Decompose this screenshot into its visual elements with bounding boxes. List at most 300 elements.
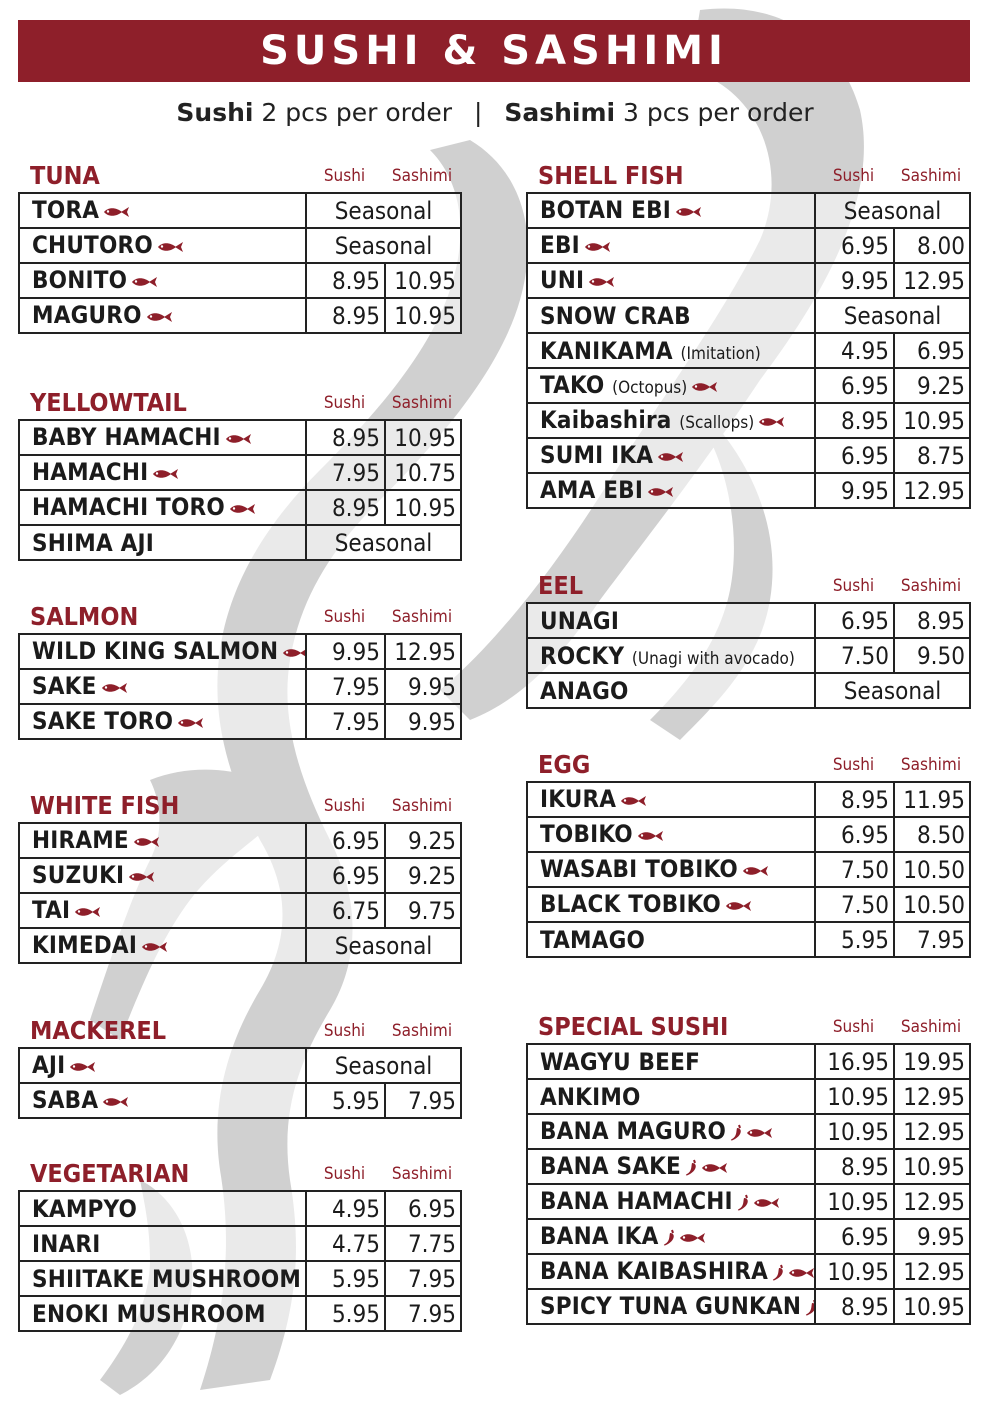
item-name-cell [527, 1184, 815, 1219]
table-row [527, 1079, 970, 1114]
menu-section-white-fish [18, 790, 462, 964]
sashimi-price: 10.75 [385, 455, 461, 490]
seasonal-price: Seasonal [306, 525, 461, 560]
price-table [18, 822, 462, 964]
price-table [18, 419, 462, 561]
sashimi-price: 6.95 [894, 333, 970, 368]
fish-icon [224, 433, 252, 445]
chili-icon [804, 1299, 815, 1317]
chili-icon [662, 1229, 678, 1247]
table-row [527, 1149, 970, 1184]
item-name-cell [527, 228, 815, 263]
item-name-cell [527, 1219, 815, 1254]
sashimi-column-label: Sashimi [900, 1017, 962, 1037]
fish-icon [583, 241, 611, 253]
item-icons [151, 459, 179, 487]
section-title: SALMON [30, 602, 139, 631]
item-name: BANA SAKE [540, 1152, 682, 1180]
table-row [527, 673, 970, 708]
price-table [18, 192, 462, 334]
sushi-price: 7.95 [306, 455, 385, 490]
table-row [19, 858, 461, 893]
item-name-cell [19, 455, 306, 490]
item-name-cell [19, 228, 306, 263]
item-name: BONITO [32, 266, 128, 294]
item-name-cell [19, 1261, 306, 1296]
item-icons [736, 1188, 780, 1216]
item-name-cell [527, 368, 815, 403]
sashimi-price: 10.95 [385, 490, 461, 525]
sashimi-column-label: Sashimi [391, 1164, 453, 1184]
item-icons [771, 1258, 815, 1286]
item-icons [224, 424, 252, 452]
item-icons [130, 267, 158, 295]
item-icons [757, 407, 785, 435]
fish-icon [724, 900, 752, 912]
item-icons [674, 197, 702, 225]
sashimi-price: 12.95 [894, 473, 970, 508]
item-icons [690, 372, 718, 400]
sashimi-column-label: Sashimi [900, 166, 962, 186]
sashimi-price: 12.95 [894, 1254, 970, 1289]
sushi-column-label: Sushi [832, 1017, 875, 1037]
sushi-price: 10.95 [815, 1254, 894, 1289]
fish-icon [690, 381, 718, 393]
item-name-cell [527, 852, 815, 887]
fish-icon [745, 1127, 773, 1139]
sushi-column-label: Sushi [323, 796, 366, 816]
fish-icon [678, 1232, 706, 1244]
sashimi-price: 9.95 [385, 669, 461, 704]
sushi-column-label: Sushi [323, 1164, 366, 1184]
table-row [19, 1261, 461, 1296]
item-icons [176, 708, 204, 736]
table-row [527, 852, 970, 887]
menu-section-yellowtail [18, 387, 462, 561]
item-name-cell [19, 1226, 306, 1261]
sushi-price: 7.95 [306, 704, 385, 739]
item-name: TAI [32, 896, 71, 924]
item-name: SUZUKI [32, 861, 125, 889]
sashimi-price: 19.95 [894, 1044, 970, 1079]
sushi-price: 8.95 [815, 403, 894, 438]
fish-icon [156, 241, 184, 253]
item-name: HAMACHI TORO [32, 493, 225, 521]
item-name-cell [527, 1254, 815, 1289]
sashimi-price: 11.95 [894, 782, 970, 817]
sashimi-price: 10.50 [894, 852, 970, 887]
menu-section-eel [526, 570, 971, 709]
item-name: KANIKAMA [540, 336, 673, 365]
seasonal-price: Seasonal [306, 928, 461, 963]
item-name: CHUTORO [32, 231, 153, 259]
item-name: HIRAME [32, 826, 129, 854]
item-note: (Unagi with avocado) [631, 648, 795, 669]
item-icons [101, 1087, 129, 1115]
fish-icon [130, 276, 158, 288]
item-name: SHIMA AJI [32, 528, 154, 557]
seasonal-price: Seasonal [815, 193, 970, 228]
item-icons [587, 267, 615, 295]
table-row [19, 525, 461, 560]
item-name-cell [527, 438, 815, 473]
table-row [527, 263, 970, 298]
fish-icon [752, 1197, 780, 1209]
sashimi-column-label: Sashimi [391, 796, 453, 816]
item-name: AMA EBI [540, 476, 644, 504]
item-note: (Imitation) [680, 343, 761, 364]
table-row [527, 817, 970, 852]
item-icons [656, 442, 684, 470]
sushi-column-label: Sushi [323, 607, 366, 627]
item-icons [741, 856, 769, 884]
sashimi-order-text: 3 pcs per order [623, 98, 814, 127]
item-name-cell [19, 858, 306, 893]
item-name-cell [527, 263, 815, 298]
price-table [526, 1043, 971, 1325]
fish-icon [102, 206, 130, 218]
fish-icon [281, 647, 306, 659]
item-name-cell [527, 673, 815, 708]
menu-section-shell-fish [526, 160, 971, 509]
sashimi-price: 7.95 [894, 922, 970, 957]
item-name-cell [19, 263, 306, 298]
fish-icon [140, 941, 168, 953]
section-title: EEL [538, 571, 584, 600]
item-name-cell [527, 333, 815, 368]
table-row [19, 669, 461, 704]
sushi-price: 6.95 [306, 823, 385, 858]
sashimi-price: 8.50 [894, 817, 970, 852]
sashimi-price: 9.25 [385, 858, 461, 893]
sushi-price: 6.95 [306, 858, 385, 893]
item-name-cell [527, 1079, 815, 1114]
sashimi-price: 10.50 [894, 887, 970, 922]
item-name-cell [527, 1114, 815, 1149]
table-row [527, 603, 970, 638]
price-table [526, 602, 971, 709]
section-title: SPECIAL SUSHI [538, 1012, 729, 1041]
item-name-cell [527, 1044, 815, 1079]
menu-section-salmon [18, 601, 462, 740]
table-row [19, 704, 461, 739]
sushi-price: 7.50 [815, 852, 894, 887]
sushi-price: 6.95 [815, 228, 894, 263]
table-row [19, 420, 461, 455]
table-row [527, 1184, 970, 1219]
sushi-price: 8.95 [306, 490, 385, 525]
table-row [527, 922, 970, 957]
item-icons [145, 302, 173, 330]
sashimi-price: 12.95 [894, 1114, 970, 1149]
fish-icon [228, 503, 256, 515]
sushi-price: 5.95 [306, 1296, 385, 1331]
item-name: SAKE TORO [32, 707, 174, 735]
fish-icon [700, 1162, 728, 1174]
fish-icon [73, 906, 101, 918]
sashimi-label: Sashimi [504, 98, 616, 127]
menu-section-tuna [18, 160, 462, 334]
sushi-price: 5.95 [815, 922, 894, 957]
section-title: EGG [538, 750, 591, 779]
sushi-column-label: Sushi [832, 755, 875, 775]
table-row [527, 1219, 970, 1254]
menu-section-special-sushi [526, 1011, 971, 1325]
item-name-cell [19, 525, 306, 560]
sashimi-column-label: Sashimi [391, 393, 453, 413]
price-table [18, 1047, 462, 1119]
seasonal-price: Seasonal [815, 298, 970, 333]
sashimi-price: 9.50 [894, 638, 970, 673]
item-name-cell [527, 1149, 815, 1184]
fish-icon [757, 416, 785, 428]
table-row [527, 193, 970, 228]
item-name: IKURA [540, 785, 617, 813]
item-name: BANA KAIBASHIRA [540, 1257, 769, 1285]
item-name: UNAGI [540, 606, 620, 635]
table-row [527, 403, 970, 438]
item-name-cell [19, 669, 306, 704]
fish-icon [151, 468, 179, 480]
sashimi-price: 12.95 [385, 634, 461, 669]
sushi-column-label: Sushi [323, 393, 366, 413]
sushi-column-label: Sushi [832, 166, 875, 186]
item-note: (Scallops) [679, 413, 755, 433]
sushi-price: 7.50 [815, 638, 894, 673]
sashimi-price: 12.95 [894, 1184, 970, 1219]
sushi-price: 6.95 [815, 817, 894, 852]
section-title: MACKEREL [30, 1016, 167, 1045]
seasonal-price: Seasonal [306, 1048, 461, 1083]
item-icons [156, 232, 184, 260]
sashimi-price: 7.95 [385, 1296, 461, 1331]
chili-icon [684, 1159, 700, 1177]
chili-icon [771, 1264, 787, 1282]
table-row [527, 1114, 970, 1149]
sushi-price: 5.95 [306, 1261, 385, 1296]
sushi-price: 10.95 [815, 1079, 894, 1114]
item-name: TAKO [540, 371, 605, 399]
table-row [19, 634, 461, 669]
table-row [527, 473, 970, 508]
item-name: MAGURO [32, 301, 142, 329]
table-row [19, 263, 461, 298]
sashimi-price: 10.95 [894, 1289, 970, 1324]
sushi-price: 16.95 [815, 1044, 894, 1079]
sushi-price: 8.95 [815, 1149, 894, 1184]
fish-icon [127, 871, 155, 883]
sashimi-price: 8.00 [894, 228, 970, 263]
item-name-cell [19, 1083, 306, 1118]
item-name: ANAGO [540, 676, 629, 705]
fish-icon [587, 276, 615, 288]
fish-icon [145, 311, 173, 323]
item-icons [636, 821, 664, 849]
item-name: SHIITAKE MUSHROOM [32, 1264, 302, 1293]
fish-icon [636, 830, 664, 842]
item-icons [102, 197, 130, 225]
sashimi-price: 10.95 [385, 263, 461, 298]
item-name-cell [19, 1048, 306, 1083]
sashimi-price: 7.75 [385, 1226, 461, 1261]
sushi-price: 6.95 [815, 438, 894, 473]
item-name-cell [527, 887, 815, 922]
item-name-cell [19, 1191, 306, 1226]
fish-icon [132, 836, 160, 848]
sushi-price: 7.95 [306, 669, 385, 704]
table-row [19, 1048, 461, 1083]
item-name-cell [527, 922, 815, 957]
sashimi-price: 12.95 [894, 263, 970, 298]
table-row [19, 893, 461, 928]
item-name-cell [527, 193, 815, 228]
item-icons [68, 1052, 96, 1080]
item-name: EBI [540, 231, 580, 259]
item-name: TORA [32, 196, 100, 224]
table-row [19, 1191, 461, 1226]
table-row [527, 368, 970, 403]
item-name-cell [527, 298, 815, 333]
item-icons [100, 673, 128, 701]
item-name-cell [19, 823, 306, 858]
fish-icon [101, 1096, 129, 1108]
section-title: YELLOWTAIL [30, 388, 187, 417]
item-name: BANA HAMACHI [540, 1187, 733, 1215]
table-row [19, 1083, 461, 1118]
sushi-column-label: Sushi [323, 166, 366, 186]
sashimi-price: 10.95 [385, 298, 461, 333]
table-row [19, 455, 461, 490]
item-name: TAMAGO [540, 925, 646, 954]
price-table [526, 192, 971, 509]
item-name: TOBIKO [540, 820, 633, 848]
sushi-price: 4.95 [815, 333, 894, 368]
sushi-price: 9.95 [815, 263, 894, 298]
item-name-cell [19, 928, 306, 963]
item-icons [724, 891, 752, 919]
section-title: VEGETARIAN [30, 1159, 190, 1188]
item-icons [662, 1223, 706, 1251]
item-name-cell [19, 704, 306, 739]
sushi-price: 4.75 [306, 1226, 385, 1261]
chili-icon [729, 1124, 745, 1142]
item-name: AJI [32, 1051, 66, 1079]
sushi-price: 8.95 [815, 1289, 894, 1324]
sushi-price: 4.95 [306, 1191, 385, 1226]
item-name-cell [19, 490, 306, 525]
sashimi-price: 12.95 [894, 1079, 970, 1114]
table-row [19, 928, 461, 963]
sashimi-price: 10.95 [894, 1149, 970, 1184]
item-name: BANA IKA [540, 1222, 659, 1250]
item-name-cell [19, 298, 306, 333]
section-title: SHELL FISH [538, 161, 684, 190]
item-name: ANKIMO [540, 1082, 641, 1111]
table-row [527, 333, 970, 368]
sashimi-price: 10.95 [894, 403, 970, 438]
fish-icon [100, 682, 128, 694]
price-table [18, 1190, 462, 1332]
table-row [527, 228, 970, 263]
table-row [527, 782, 970, 817]
table-row [527, 1254, 970, 1289]
sashimi-column-label: Sashimi [391, 166, 453, 186]
sushi-order-text: 2 pcs per order [261, 98, 452, 127]
item-name: KAMPYO [32, 1194, 138, 1223]
table-row [19, 193, 461, 228]
sushi-price: 6.95 [815, 1219, 894, 1254]
sushi-price: 6.95 [815, 368, 894, 403]
menu-section-vegetarian [18, 1158, 462, 1332]
item-name-cell [527, 1289, 815, 1324]
item-icons [73, 897, 101, 925]
fish-icon [68, 1061, 96, 1073]
order-info [0, 98, 990, 127]
item-icons [132, 827, 160, 855]
item-name-cell [527, 638, 815, 673]
sushi-price: 9.95 [815, 473, 894, 508]
price-table [526, 781, 971, 958]
sashimi-price: 7.95 [385, 1083, 461, 1118]
sushi-price: 8.95 [306, 263, 385, 298]
item-name: Kaibashira [540, 406, 672, 434]
item-note: (Octopus) [612, 378, 688, 398]
table-row [527, 1044, 970, 1079]
item-name: SABA [32, 1086, 99, 1114]
item-name-cell [527, 403, 815, 438]
sashimi-column-label: Sashimi [391, 607, 453, 627]
item-name: WAGYU BEEF [540, 1047, 701, 1076]
item-name-cell [527, 473, 815, 508]
item-name: SNOW CRAB [540, 301, 691, 330]
table-row [19, 490, 461, 525]
item-icons [804, 1293, 815, 1321]
item-name-cell [19, 420, 306, 455]
fish-icon [674, 206, 702, 218]
item-name: WILD KING SALMON [32, 637, 279, 665]
seasonal-price: Seasonal [306, 228, 461, 263]
item-name: SUMI IKA [540, 441, 654, 469]
item-name: ENOKI MUSHROOM [32, 1299, 266, 1328]
table-row [527, 638, 970, 673]
item-name-cell [527, 603, 815, 638]
sashimi-price: 6.95 [385, 1191, 461, 1226]
item-icons [281, 638, 306, 666]
item-icons [684, 1153, 728, 1181]
item-name: SAKE [32, 672, 97, 700]
sushi-column-label: Sushi [323, 1021, 366, 1041]
menu-section-egg [526, 749, 971, 958]
section-title: TUNA [30, 161, 100, 190]
page-title: SUSHI & SASHIMI [18, 20, 970, 82]
item-name-cell [19, 193, 306, 228]
fish-icon [176, 717, 204, 729]
sashimi-price: 9.75 [385, 893, 461, 928]
item-icons [583, 232, 611, 260]
sushi-price: 8.95 [306, 298, 385, 333]
sushi-price: 8.95 [815, 782, 894, 817]
fish-icon [619, 795, 647, 807]
table-row [19, 1226, 461, 1261]
sashimi-column-label: Sashimi [900, 576, 962, 596]
menu-section-mackerel [18, 1015, 462, 1119]
item-name: HAMACHI [32, 458, 149, 486]
sashimi-price: 10.95 [385, 420, 461, 455]
sashimi-price: 9.95 [894, 1219, 970, 1254]
table-row [527, 1289, 970, 1324]
sushi-label: Sushi [176, 98, 254, 127]
sushi-price: 10.95 [815, 1184, 894, 1219]
